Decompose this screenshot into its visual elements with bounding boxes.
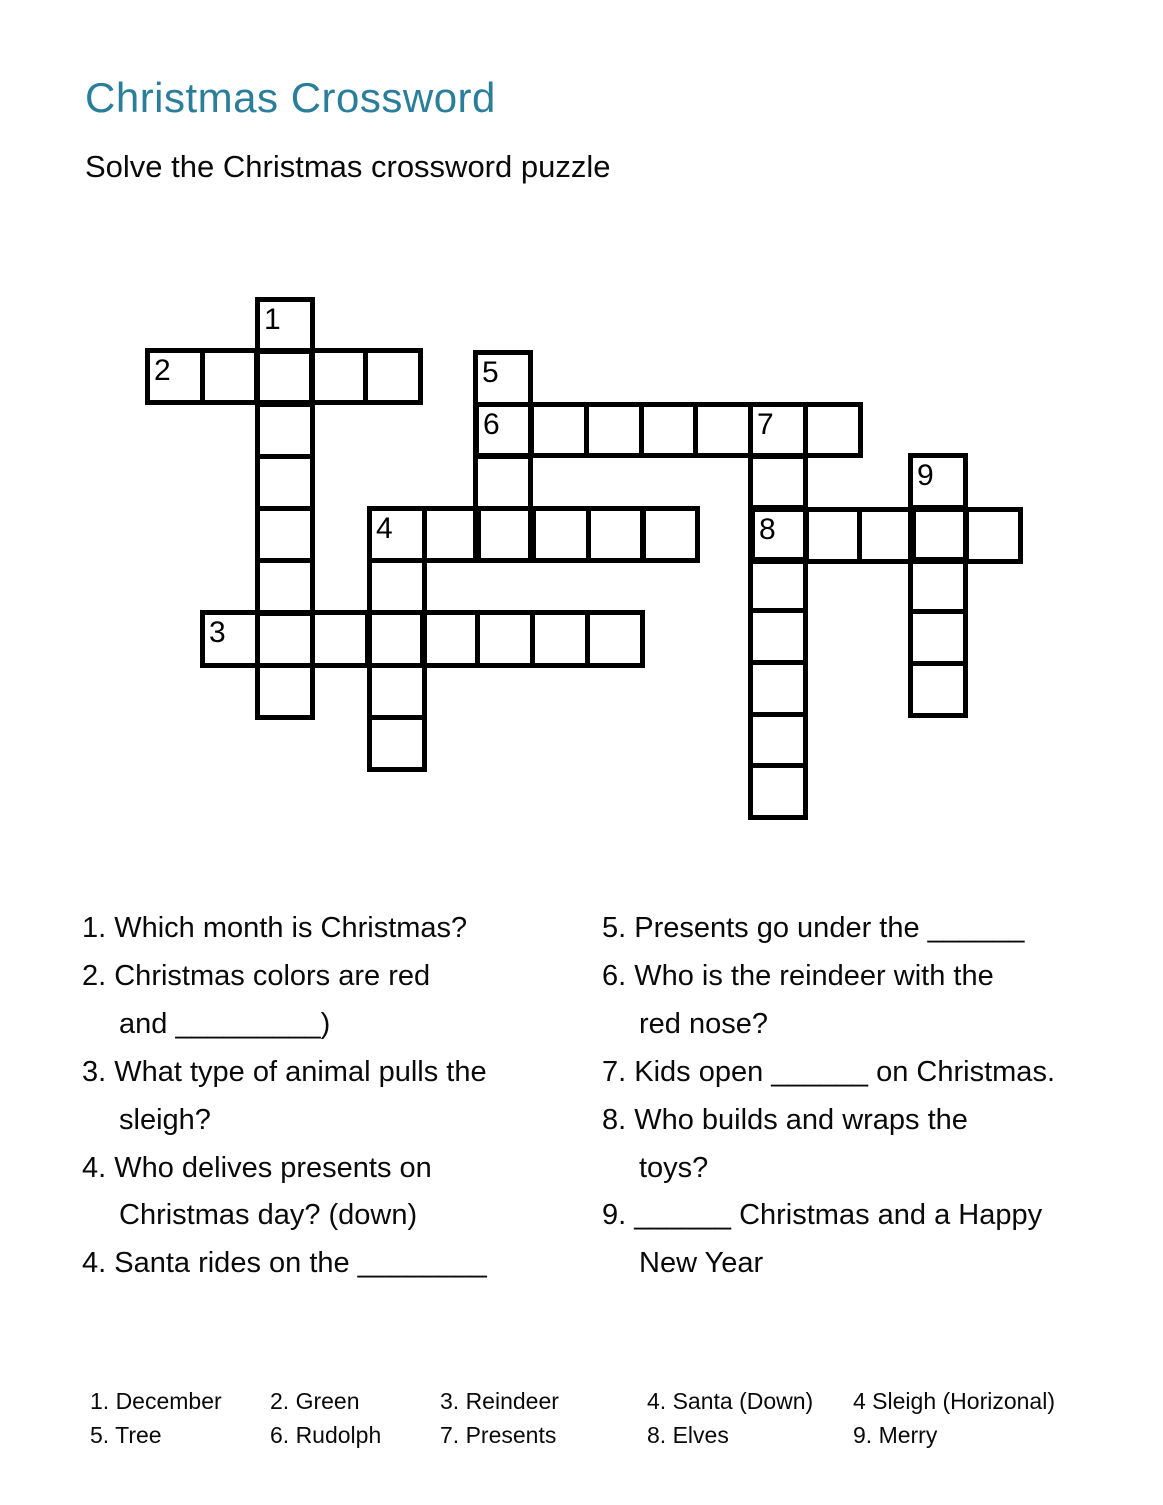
grid-cell xyxy=(310,610,370,668)
clue-line: 2. Christmas colors are red xyxy=(82,959,431,992)
grid-cell xyxy=(531,506,591,563)
grid-cell xyxy=(255,558,315,615)
page-title: Christmas Crossword xyxy=(85,74,496,121)
grid-cell xyxy=(586,506,646,563)
clue-line: toys? xyxy=(639,1151,709,1184)
answer-item: 8. Elves xyxy=(647,1422,729,1448)
grid-cell xyxy=(367,558,427,615)
page-subtitle: Solve the Christmas crossword puzzle xyxy=(85,149,611,184)
grid-cell xyxy=(584,402,644,458)
grid-cell xyxy=(255,402,315,459)
grid-cell xyxy=(530,610,590,668)
clue-line: 3. What type of animal pulls the xyxy=(82,1055,487,1088)
grid-cell xyxy=(255,610,315,668)
grid-cell xyxy=(367,663,427,720)
grid-cell xyxy=(363,348,423,405)
grid-number: 9 xyxy=(917,459,934,492)
grid-cell xyxy=(748,763,808,820)
grid-cell xyxy=(255,506,315,563)
clue-line: red nose? xyxy=(639,1007,768,1040)
answer-item: 6. Rudolph xyxy=(270,1422,382,1448)
answer-item: 4. Santa (Down) xyxy=(647,1388,814,1414)
grid-cell xyxy=(529,402,589,458)
clues-left-column xyxy=(82,905,602,1288)
clue-line: 9. ______ Christmas and a Happy xyxy=(602,1199,1043,1232)
grid-cell xyxy=(908,609,968,666)
clue-line: Christmas day? (down) xyxy=(119,1199,418,1232)
grid-cell xyxy=(803,402,863,458)
grid-cell xyxy=(748,557,808,614)
answer-item: 5. Tree xyxy=(90,1422,162,1448)
grid-number: 2 xyxy=(154,354,171,387)
grid-cell xyxy=(908,557,968,614)
answer-key xyxy=(90,1388,1163,1463)
clue-line: 5. Presents go under the ______ xyxy=(602,912,1025,944)
grid-cell xyxy=(748,454,808,511)
answer-item: 7. Presents xyxy=(440,1422,557,1448)
grid-cell xyxy=(476,506,536,563)
grid-cell xyxy=(804,507,863,564)
grid-number: 6 xyxy=(483,408,500,441)
clue-line: New Year xyxy=(639,1247,764,1280)
grid-cell xyxy=(309,348,369,405)
grid-number: 3 xyxy=(209,616,226,649)
grid-cell xyxy=(585,610,645,668)
answer-item: 9. Merry xyxy=(853,1422,938,1448)
grid-cell xyxy=(641,506,701,563)
grid-cell xyxy=(367,506,427,563)
answer-item: 3. Reindeer xyxy=(440,1388,559,1414)
grid-cell xyxy=(857,507,916,564)
grid-number: 1 xyxy=(264,303,281,336)
grid-cell xyxy=(420,610,480,668)
clue-line: 8. Who builds and wraps the xyxy=(602,1103,968,1136)
clue-line: and _________) xyxy=(119,1007,331,1040)
grid-cell xyxy=(365,610,425,668)
clue-line: 1. Which month is Christmas? xyxy=(82,912,468,944)
clue-line: 4. Who delives presents on xyxy=(82,1151,432,1184)
clue-line: sleigh? xyxy=(119,1103,211,1136)
grid-cell xyxy=(255,663,315,720)
grid-cell xyxy=(255,454,315,511)
grid-cell xyxy=(748,712,808,769)
grid-cell xyxy=(748,660,808,717)
clue-line: 6. Who is the reindeer with the xyxy=(602,959,994,992)
clue-line: 4. Santa rides on the ________ xyxy=(82,1247,487,1280)
clue-line: 7. Kids open ______ on Christmas. xyxy=(602,1055,1055,1088)
grid-cell xyxy=(422,506,482,563)
grid-cell xyxy=(639,402,699,458)
grid-cell xyxy=(748,608,808,665)
grid-cell xyxy=(254,348,314,405)
clues-right-column xyxy=(602,905,1162,1288)
grid-number: 5 xyxy=(482,356,499,389)
grid-number: 8 xyxy=(759,513,776,546)
grid-cell xyxy=(964,507,1023,564)
answer-item: 1. December xyxy=(90,1388,222,1414)
grid-cell xyxy=(200,348,260,405)
grid-number: 4 xyxy=(376,512,393,545)
grid-cell xyxy=(475,610,535,668)
grid-cell xyxy=(911,507,970,564)
grid-number: 7 xyxy=(757,408,774,441)
answer-item: 4 Sleigh (Horizonal) xyxy=(853,1388,1055,1414)
grid-cell xyxy=(693,402,753,458)
grid-cell xyxy=(473,454,533,511)
grid-cell xyxy=(908,661,968,718)
answer-item: 2. Green xyxy=(270,1388,360,1414)
grid-cell xyxy=(367,715,427,772)
